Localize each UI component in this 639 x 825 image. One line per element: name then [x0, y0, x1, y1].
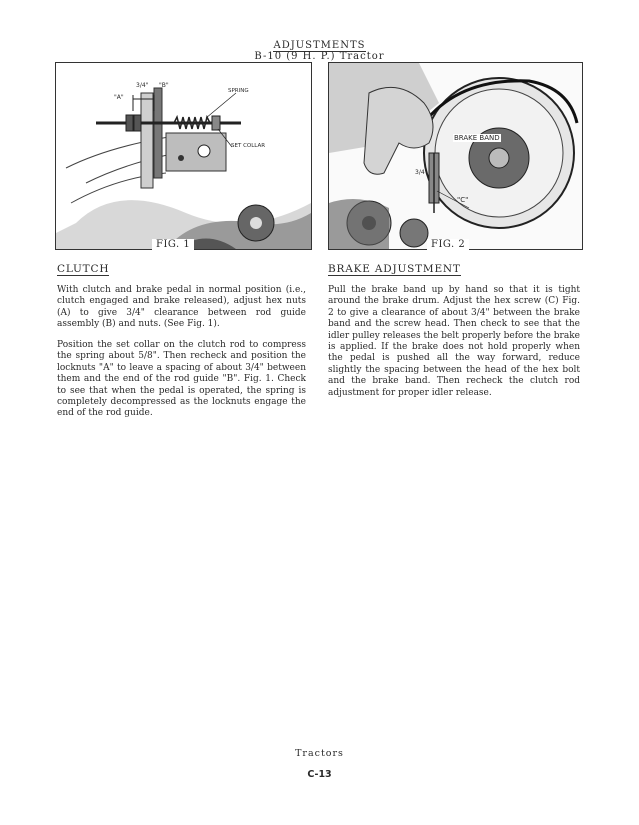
clutch-heading: CLUTCH [57, 263, 110, 275]
figure-2 [328, 62, 583, 250]
figure-2-brake-illustration [329, 63, 582, 249]
brake-adjustment-heading: BRAKE ADJUSTMENT [328, 263, 461, 275]
fig1-label-three-quarter: 3/4" [136, 82, 149, 89]
page-number: C-13 [307, 769, 332, 780]
figure-1-clutch-illustration [56, 63, 311, 249]
fig1-label-b: "B" [159, 82, 169, 89]
page-header-title: ADJUSTMENTS [273, 40, 366, 51]
figure-2-caption: FIG. 2 [427, 239, 469, 250]
fig1-label-spring: SPRING [228, 88, 249, 94]
footer-section-name: Tractors [295, 748, 344, 759]
brake-paragraph-1: Pull the brake band up by hand so that it is tight around the brake drum. Adjust the hex screw (C) Fig. 2 to give a clearance of about 3/4" between the brake band and the screw head. Then check to see that the idler pulley releases the belt properly before the brake is applied. If the brake does not hold properly when the pedal is pushed all the way forward, reduce slightly the spacing between the head of the hex bolt and the brake band. Then recheck the clutch rod adjustment for proper idler release. [328, 285, 580, 398]
clutch-paragraph-2: Position the set collar on the clutch rod to compress the spring about 5/8". Then recheck and position the locknuts "A" to leave a spacing of about 3/4" between them and the end of the rod guide "B". Fig. 1. Check to see that when the pedal is operated, the spring is completely decompressed as the locknuts engage the end of the rod guide. [57, 340, 306, 419]
fig2-label-three-quarter: 3/4" [415, 169, 428, 176]
figure-1 [55, 62, 312, 250]
fig1-label-set-collar: SET COLLAR [231, 143, 266, 149]
figure-1-caption: FIG. 1 [152, 239, 194, 250]
clutch-paragraph-1: With clutch and brake pedal in normal position (i.e., clutch engaged and brake released), adjust hex nuts (A) to give 3/4" clearance between rod guide assembly (B) and nuts. (See Fig. 1). [57, 285, 306, 330]
page-header-subtitle: B-10 (9 H. P.) Tractor [254, 51, 385, 62]
fig1-label-a: "A" [114, 94, 124, 101]
fig2-label-c: "C" [457, 196, 469, 204]
fig2-label-brake-band: BRAKE BAND [454, 134, 500, 142]
